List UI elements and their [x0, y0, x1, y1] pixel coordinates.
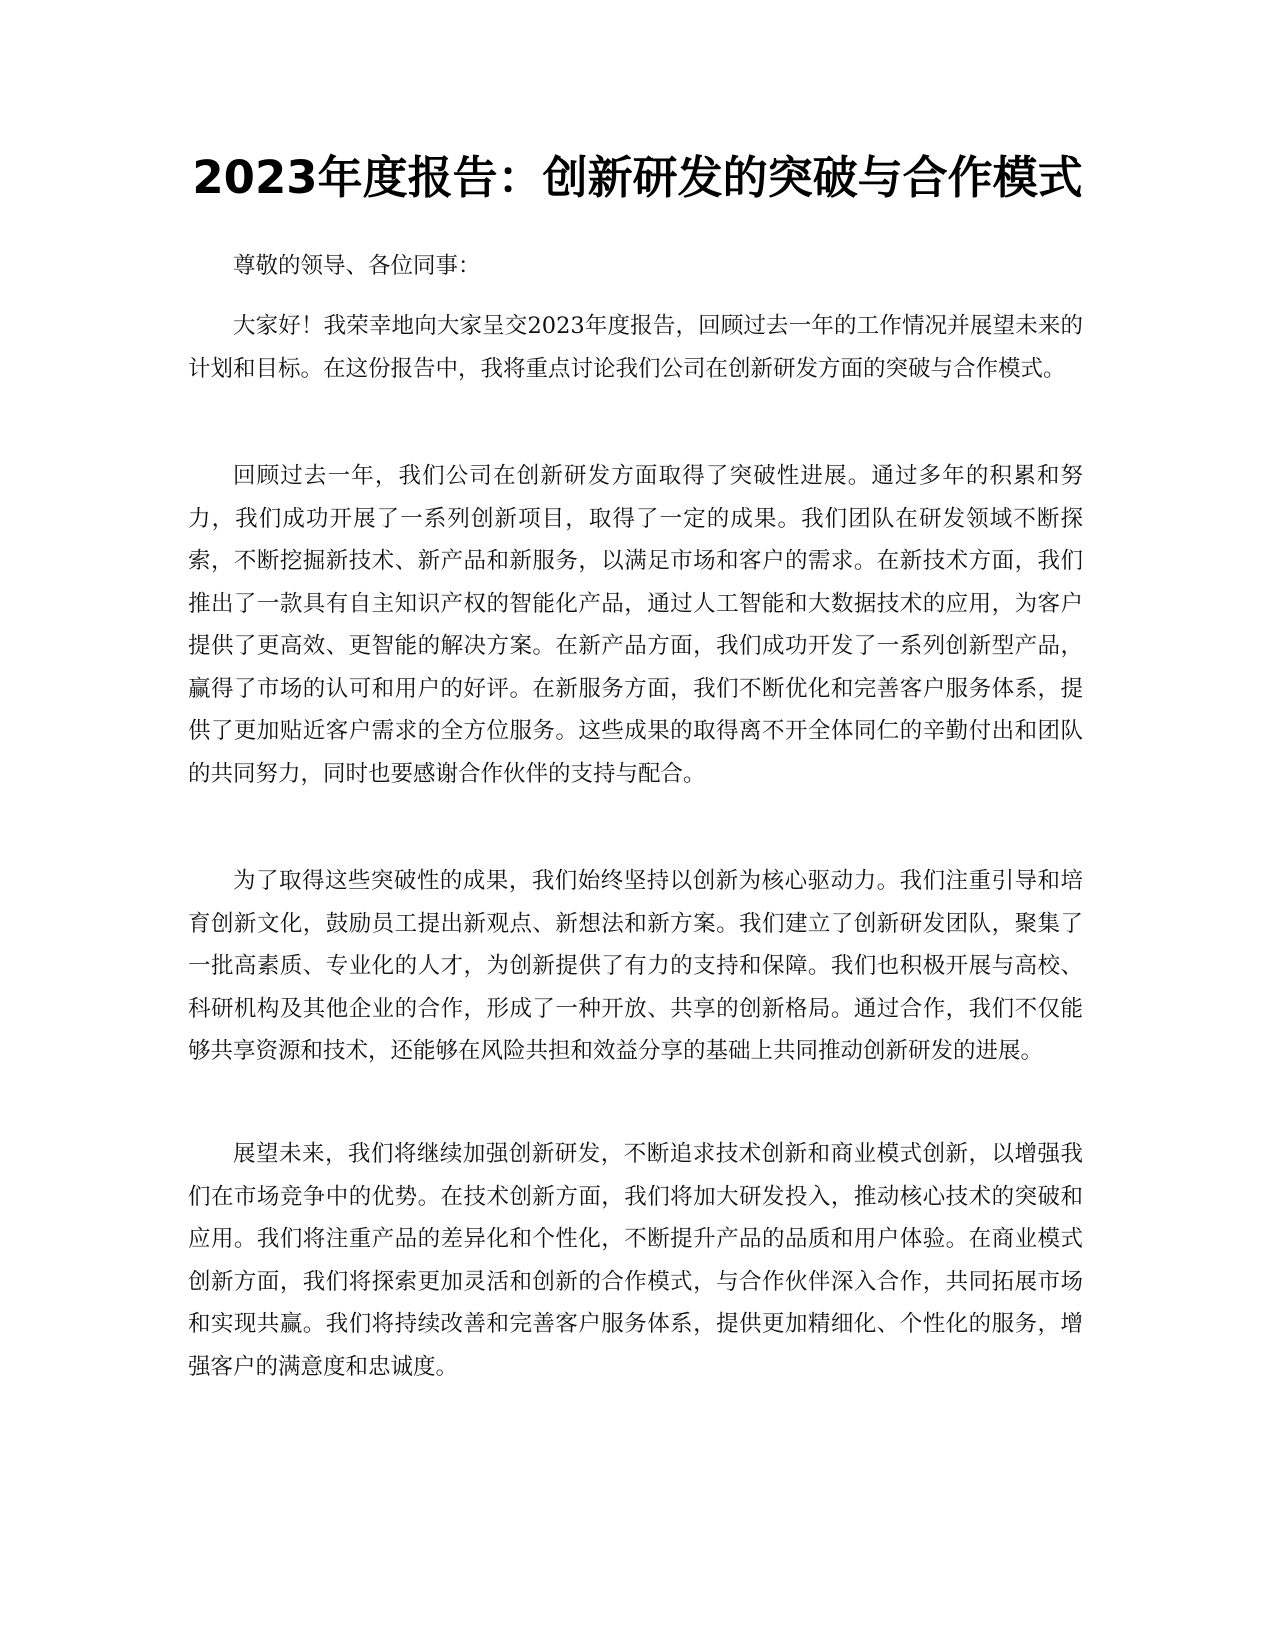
paragraph-outlook: 展望未来，我们将继续加强创新研发，不断追求技术创新和商业模式创新，以增强我们在市场竞争中的优势。在技术创新方面，我们将加大研发投入，推动核心技术的突破和应用。我们将注重产品的差异化和个性化，不断提升产品的品质和用户体验。在商业模式创新方面，我们将探索更加灵活和创新的合作模式，与合作伙伴深入合作，共同拓展市场和实现共赢。我们将持续改善和完善客户服务体系，提供更加精细化、个性化的服务，增强客户的满意度和忠诚度。: [188, 1141, 1083, 1380]
paragraph-innovation-drive: 为了取得这些突破性的成果，我们始终坚持以创新为核心驱动力。我们注重引导和培育创新文化，鼓励员工提出新观点、新想法和新方案。我们建立了创新研发团队，聚集了一批高素质、专业化的人才，为创新提供了有力的支持和保障。我们也积极开展与高校、科研机构及其他企业的合作，形成了一种开放、共享的创新格局。通过合作，我们不仅能够共享资源和技术，还能够在风险共担和效益分享的基础上共同推动创新研发的进展。: [188, 868, 1083, 1064]
paragraph-introduction: 大家好！我荣幸地向大家呈交2023年度报告，回顾过去一年的工作情况并展望未来的计划和目标。在这份报告中，我将重点讨论我们公司在创新研发方面的突破与合作模式。: [188, 313, 1083, 382]
document-title: 2023年度报告：创新研发的突破与合作模式: [192, 151, 1083, 204]
paragraph-review: 回顾过去一年，我们公司在创新研发方面取得了突破性进展。通过多年的积累和努力，我们成功开展了一系列创新项目，取得了一定的成果。我们团队在研发领域不断探索，不断挖掘新技术、新产品和新服务，以满足市场和客户的需求。在新技术方面，我们推出了一款具有自主知识产权的智能化产品，通过人工智能和大数据技术的应用，为客户提供了更高效、更智能的解决方案。在新产品方面，我们成功开发了一系列创新型产品，赢得了市场的认可和用户的好评。在新服务方面，我们不断优化和完善客户服务体系，提供了更加贴近客户需求的全方位服务。这些成果的取得离不开全体同仁的辛勤付出和团队的共同努力，同时也要感谢合作伙伴的支持与配合。: [188, 463, 1083, 787]
greeting-line: 尊敬的领导、各位同事：: [233, 253, 481, 279]
